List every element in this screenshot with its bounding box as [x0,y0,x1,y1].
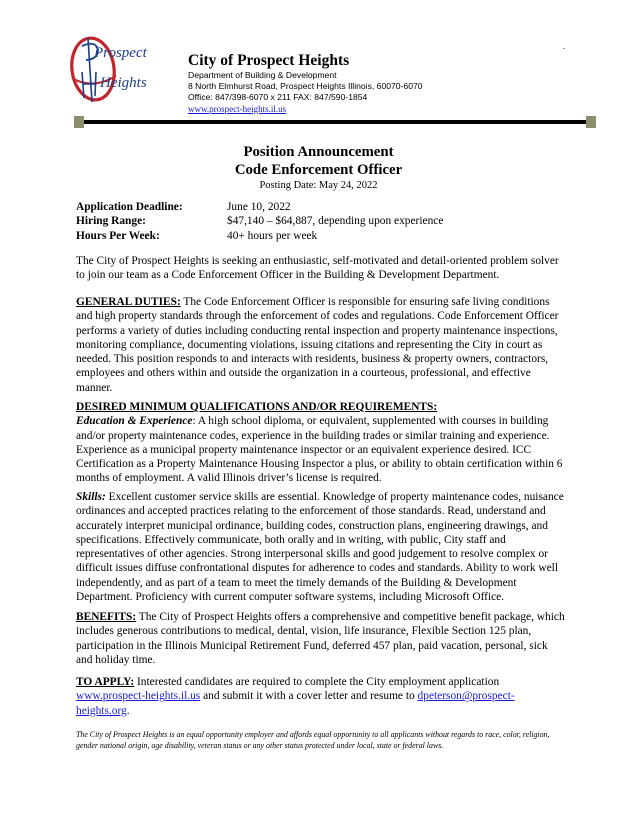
info-label: Hours Per Week: [76,229,160,242]
posting-date: Posting Date: May 24, 2022 [259,180,378,191]
title-line-2: Code Enforcement Officer [234,161,403,178]
intro-paragraph: The City of Prospect Heights is seeking an enthusiastic, self-motivated and detail-oriented problem solver to join our team as a Code Enforcement Officer in the Building & Development Department. [76,255,559,282]
general-duties-text: The Code Enforcement Officer is responsible for ensuring safe living conditions and high property standards through the enforcement of codes and regulations. Code Enforcement Officer performs a variety of duties including conducting rental inspection and property maintenance inspections, monitoring compliance, documenting violations, issuing citations and representing the City in court as needed. This position responds to and interacts with residents, business & property owners, contractors, employees and others within and outside the organization in a courteous, professional, and effective manner. [76,296,559,394]
skills-text: Excellent customer service skills are essential. Knowledge of property maintenance codes, nuisance ordinances and accepted practices relating to the enforcement of those standards. Read, understand and accurately interpret municipal ordinance, building codes, construction plans, engineering drawings, and specifications. Effectively communicate, both orally and in writing, with public, City staff and representatives of other agencies. Strong interpersonal skills and good judgement to resolve complex or difficult issues diffuse confrontational disputes for adherence to codes and standards. Ability to work well independently, and as part of a team to meet the timely demands of the Building & Development Department. Proficiency with current computer software systems, including Microsoft Office. [76,491,564,604]
info-row [76,214,561,228]
header-rule [76,120,593,124]
application-link[interactable]: www.prospect-heights.il.us [76,690,201,703]
apply-text-1: Interested candidates are required to complete the City employment application [134,676,500,688]
general-duties-heading: GENERAL DUTIES: [76,296,181,308]
info-row [76,229,561,243]
info-value: 40+ hours per week [227,229,318,242]
eoe-statement: The City of Prospect Heights is an equal opportunity employer and affords equal opportunity to all applicants without regards to race, color, religion, gender national origin, age disability, veteran status or any other status protected under local, state or federal laws. [76,730,550,750]
benefits-paragraph [76,610,565,667]
announcement-title [76,144,561,192]
logo-word-prospect: Prospect [94,45,147,61]
apply-text-2: and submit it with a cover letter and resume to [200,690,418,703]
position-info [76,200,561,243]
qualifications-section [76,400,565,486]
info-row [76,200,561,214]
corner-mark: . [563,41,566,51]
skills-paragraph [76,490,565,604]
info-label: Hiring Range: [76,215,146,228]
address-line: 8 North Elmhurst Road, Prospect Heights Illinois, 60070-6070 [188,81,423,92]
benefits-heading: BENEFITS: [76,611,137,623]
apply-text-3: . [126,704,130,717]
qualifications-heading: DESIRED MINIMUM QUALIFICATIONS AND/OR REQUIREMENTS: [76,401,438,413]
education-text: : A high school diploma, or equivalent, supplemented with courses in building and/or property maintenance codes, experience in the building trades or similar training and experience. Experience as a municipal property maintenance inspector or an equivalent experience desired. ICC Certification as a Property Maintenance Housing Inspector a plus, or ability to obtain certification within 6 months of employment. A valid Illinois driver’s license is required. [76,415,563,485]
info-value: June 10, 2022 [227,201,291,213]
department-line: Department of Building & Development [188,70,337,80]
info-label: Application Deadline: [76,201,183,213]
email-link[interactable]: dpeterson@prospect-heights.org [76,690,515,717]
city-seal-icon [62,32,142,106]
rule-end-left [74,116,84,128]
phone-line: Office: 847/398-6070 x 211 FAX: 847/590-1854 [188,92,368,103]
apply-heading: TO APPLY: [76,676,135,688]
education-label: Education & Experience [76,415,193,428]
logo-word-heights: Heights [100,75,147,91]
info-value: $47,140 – $64,887, depending upon experience [227,215,444,228]
skills-label: Skills: [76,491,106,503]
letterhead [188,52,488,115]
apply-paragraph [76,675,565,718]
benefits-text: The City of Prospect Heights offers a comprehensive and competitive benefit package, which includes generous contributions to medical, dental, vision, life insurance, Flexible Section 125 plan, participation in the Illinois Municipal Retirement Fund, deferred 457 plan, paid vacation, personal, sick and holiday time. [76,611,565,666]
city-logo [62,32,147,106]
rule-end-right [586,116,596,128]
website-link[interactable]: www.prospect-heights.il.us [188,103,287,114]
general-duties-paragraph [76,295,565,395]
org-name: City of Prospect Heights [188,52,350,69]
title-line-1: Position Announcement [243,144,394,160]
